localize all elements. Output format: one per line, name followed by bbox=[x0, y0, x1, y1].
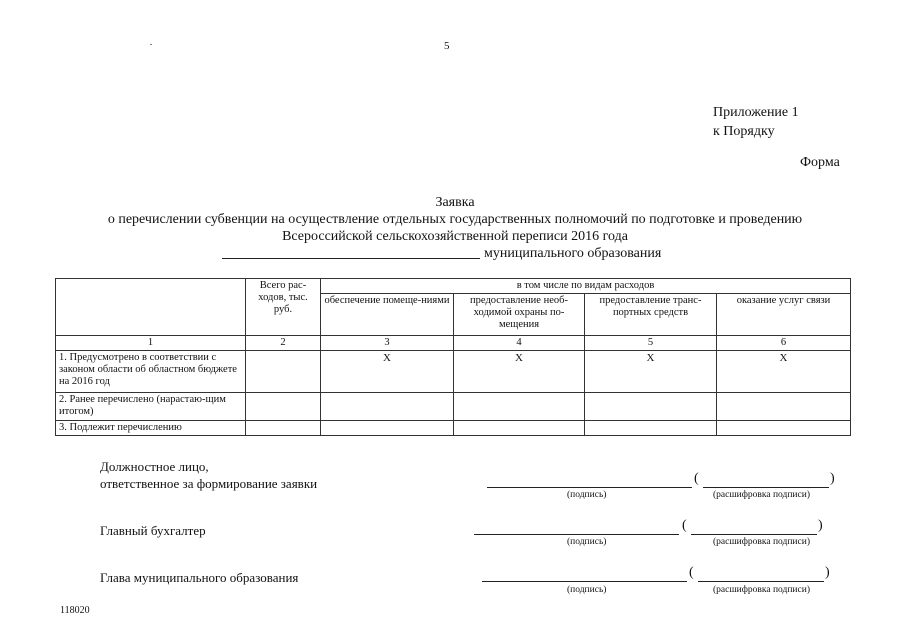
close-paren: ) bbox=[830, 471, 835, 486]
row-value-cell: X bbox=[717, 351, 851, 393]
scan-dot bbox=[150, 44, 152, 45]
accountant-signature-line[interactable] bbox=[474, 534, 679, 535]
column-number: 5 bbox=[585, 336, 717, 351]
official-label-line-1: Должностное лицо, bbox=[100, 459, 209, 474]
open-paren: ( bbox=[682, 518, 687, 533]
row-value-cell[interactable] bbox=[321, 421, 454, 436]
column-number: 4 bbox=[454, 336, 585, 351]
footer-code: 118020 bbox=[60, 605, 90, 616]
header-total: Всего рас-ходов, тыс. руб. bbox=[246, 279, 321, 336]
header-empty-cell bbox=[56, 279, 246, 336]
close-paren: ) bbox=[825, 565, 830, 580]
header-group: в том числе по видам расходов bbox=[321, 279, 851, 294]
official-decode-line[interactable] bbox=[703, 487, 829, 488]
row-value-cell[interactable] bbox=[717, 421, 851, 436]
municipality-blank-line[interactable] bbox=[222, 258, 480, 259]
decode-caption: (расшифровка подписи) bbox=[713, 490, 810, 500]
appendix-line-2: к Порядку bbox=[713, 124, 775, 139]
row-value-cell: X bbox=[321, 351, 454, 393]
column-number: 1 bbox=[56, 336, 246, 351]
header-col-communication: оказание услуг связи bbox=[717, 294, 851, 336]
head-signature-line[interactable] bbox=[482, 581, 687, 582]
header-col-security: предоставление необ-ходимой охраны по-мещения bbox=[454, 294, 585, 336]
official-label bbox=[100, 458, 317, 492]
open-paren: ( bbox=[694, 471, 699, 486]
appendix-line-1: Приложение 1 bbox=[713, 105, 799, 120]
row-value-cell[interactable] bbox=[454, 393, 585, 421]
head-decode-line[interactable] bbox=[698, 581, 824, 582]
page-number: 5 bbox=[444, 40, 450, 52]
row-value-cell[interactable] bbox=[585, 421, 717, 436]
head-label: Глава муниципального образования bbox=[100, 570, 299, 585]
header-col-transport: предоставление транс-портных средств bbox=[585, 294, 717, 336]
accountant-label: Главный бухгалтер bbox=[100, 523, 206, 538]
row-value-cell[interactable] bbox=[454, 421, 585, 436]
row-value-cell[interactable] bbox=[321, 393, 454, 421]
row-value-cell[interactable] bbox=[717, 393, 851, 421]
signature-caption: (подпись) bbox=[567, 585, 607, 595]
official-label-line-2: ответственное за формирование заявки bbox=[100, 476, 318, 491]
row-value-cell: X bbox=[454, 351, 585, 393]
signature-caption: (подпись) bbox=[567, 490, 607, 500]
row-label: 3. Подлежит перечислению bbox=[56, 421, 246, 436]
table-row bbox=[56, 421, 851, 436]
column-number-row bbox=[56, 336, 851, 351]
decode-caption: (расшифровка подписи) bbox=[713, 585, 810, 595]
table-header-row-1 bbox=[56, 279, 851, 294]
table-row bbox=[56, 351, 851, 393]
table-row bbox=[56, 393, 851, 421]
row-total-cell[interactable] bbox=[246, 351, 321, 393]
row-label: 1. Предусмотрено в соответствии с законом области об областном бюджете на 2016 год bbox=[56, 351, 246, 393]
column-number: 3 bbox=[321, 336, 454, 351]
document-subtitle-line-2: Всероссийской сельскохозяйственной переписи 2016 года bbox=[282, 229, 628, 244]
form-label: Форма bbox=[800, 155, 840, 170]
municipality-label: муниципального образования bbox=[484, 246, 662, 261]
decode-caption: (расшифровка подписи) bbox=[713, 537, 810, 547]
document-subtitle-line-1: о перечислении субвенции на осуществление отдельных государственных полномочий по подготовке и проведению bbox=[107, 212, 803, 227]
accountant-decode-line[interactable] bbox=[691, 534, 817, 535]
row-value-cell[interactable] bbox=[585, 393, 717, 421]
open-paren: ( bbox=[689, 565, 694, 580]
close-paren: ) bbox=[818, 518, 823, 533]
column-number: 2 bbox=[246, 336, 321, 351]
row-value-cell: X bbox=[585, 351, 717, 393]
signature-caption: (подпись) bbox=[567, 537, 607, 547]
document-title: Заявка bbox=[435, 195, 475, 210]
column-number: 6 bbox=[717, 336, 851, 351]
row-total-cell[interactable] bbox=[246, 393, 321, 421]
row-total-cell[interactable] bbox=[246, 421, 321, 436]
appendix-note bbox=[713, 103, 799, 141]
header-col-premises: обеспечение помеще-ниями bbox=[321, 294, 454, 336]
row-label: 2. Ранее перечислено (нарастаю-щим итогом) bbox=[56, 393, 246, 421]
request-table bbox=[55, 278, 851, 436]
official-signature-line[interactable] bbox=[487, 487, 692, 488]
